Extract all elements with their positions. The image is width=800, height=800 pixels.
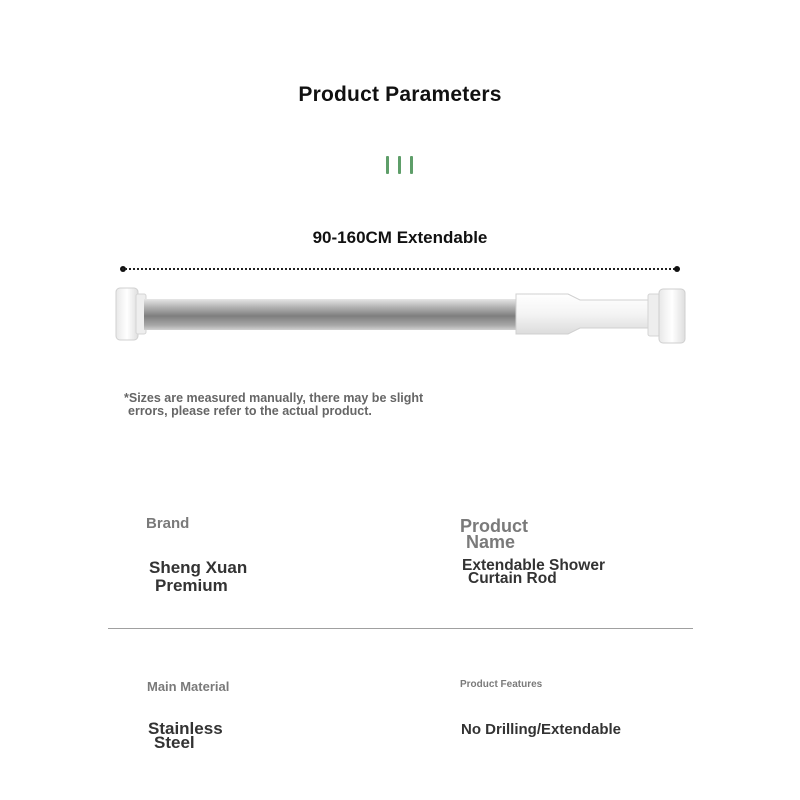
measure-line <box>122 268 678 270</box>
main-material-value-line-1: Stainless <box>148 719 223 738</box>
product-name-value-line-1: Extendable Shower <box>462 557 605 574</box>
white-sleeve <box>516 294 650 334</box>
brand-label: Brand <box>146 515 190 532</box>
green-divider-marks <box>384 156 416 176</box>
page-title: Product Parameters <box>298 83 502 106</box>
right-end-cap <box>659 289 685 343</box>
row-divider <box>108 628 693 629</box>
disclaimer-line-1: *Sizes are measured manually, there may be slight <box>124 391 424 405</box>
product-name-value-line-2: Curtain Rod <box>468 570 557 587</box>
product-name-label-line-1: Product <box>460 516 529 536</box>
brand-value <box>149 559 247 595</box>
product-name-label-line-2: Name <box>466 532 516 552</box>
main-material-label: Main Material <box>147 679 230 694</box>
disclaimer-line-2: errors, please refer to the actual product. <box>128 404 372 418</box>
brand-value-line-2: Premium <box>155 576 228 595</box>
divider-mark <box>386 156 389 174</box>
product-name-value <box>462 559 605 585</box>
product-name-label <box>460 518 528 550</box>
product-features-label: Product Features <box>460 679 543 690</box>
length-label: 90-160CM Extendable <box>312 228 488 247</box>
brand-value-line-1: Sheng Xuan <box>149 558 248 577</box>
main-material-value <box>148 719 223 752</box>
product-features-value: No Drilling/Extendable <box>461 721 622 738</box>
divider-mark <box>410 156 413 174</box>
measure-end-dot <box>674 266 680 272</box>
steel-tube <box>144 299 524 330</box>
shower-rod-illustration <box>110 282 690 348</box>
divider-mark <box>398 156 401 174</box>
right-collar <box>648 294 660 336</box>
left-end-cap <box>116 288 138 340</box>
main-material-value-line-2: Steel <box>154 733 195 752</box>
size-disclaimer <box>124 392 484 418</box>
